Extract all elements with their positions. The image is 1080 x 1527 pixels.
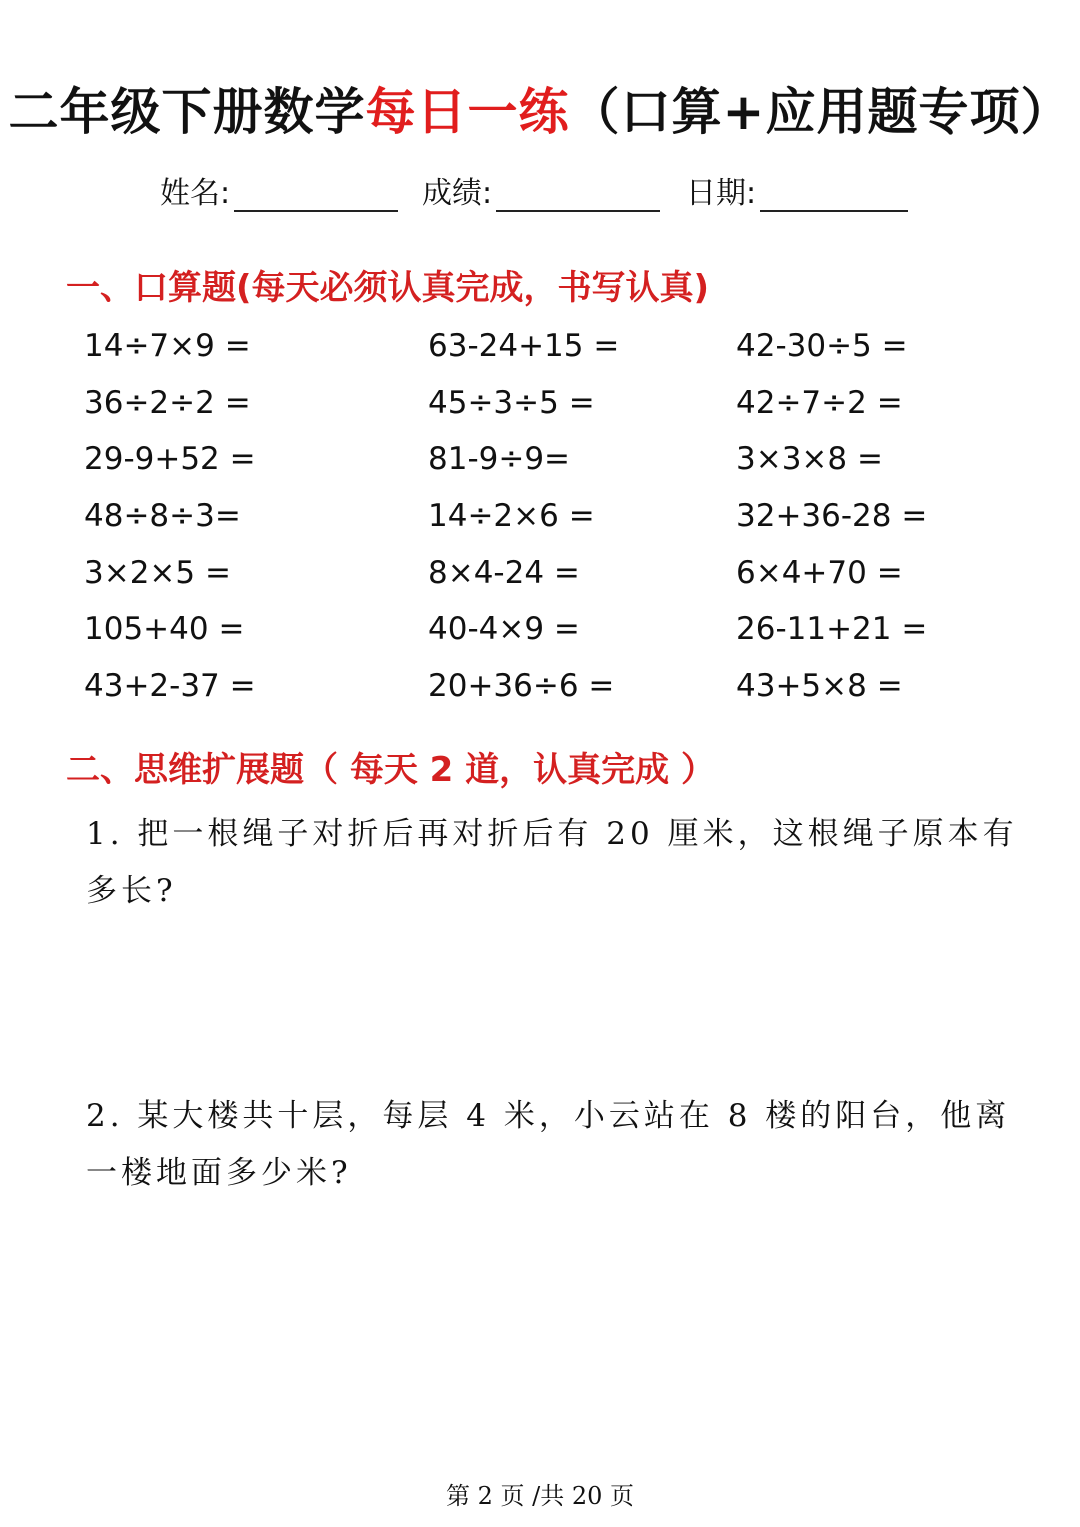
math-problem: 105+40 = xyxy=(84,611,245,648)
date-label: 日期: xyxy=(686,176,757,211)
math-problem: 43+5×8 = xyxy=(736,668,903,705)
math-problem: 26-11+21 = xyxy=(736,611,928,648)
name-blank-line[interactable] xyxy=(234,176,398,212)
math-problem: 32+36-28 = xyxy=(736,498,928,535)
title-part-1: 二年级下册数学 xyxy=(8,83,366,141)
math-problem: 14÷7×9 = xyxy=(84,328,251,364)
math-row xyxy=(84,385,984,442)
math-row xyxy=(84,441,984,498)
date-blank-line[interactable] xyxy=(760,176,908,212)
score-field[interactable] xyxy=(422,168,660,212)
math-problem: 29-9+52 = xyxy=(84,441,256,478)
math-problem: 63-24+15 = xyxy=(428,328,620,364)
word-problem-1: 1. 把一根绳子对折后再对折后有 20 厘米，这根绳子原本有多长? xyxy=(86,816,1018,909)
math-problem: 36÷2÷2 = xyxy=(84,384,251,421)
math-problem: 43+2-37 = xyxy=(84,668,256,705)
math-row xyxy=(84,328,984,385)
math-problem: 48÷8÷3= xyxy=(84,498,241,535)
math-problem: 42-30÷5 = xyxy=(736,328,908,364)
math-problem: 6×4+70 = xyxy=(736,554,903,591)
math-problem: 45÷3÷5 = xyxy=(428,384,595,421)
page-title xyxy=(0,72,1080,144)
word-problem-2: 2. 某大楼共十层，每层 4 米，小云站在 8 楼的阳台，他离一楼地面多少米? xyxy=(86,1098,1011,1191)
math-row xyxy=(84,498,984,555)
math-problem: 20+36÷6 = xyxy=(428,668,615,705)
section-2-heading: 二、思维扩展题（ 每天 2 道，认真完成 ） xyxy=(66,750,716,790)
mental-math-grid xyxy=(84,328,984,725)
title-part-3: （口算+应用题专项） xyxy=(569,83,1072,141)
date-field[interactable] xyxy=(686,168,908,212)
name-label: 姓名: xyxy=(160,176,231,211)
math-row xyxy=(84,555,984,612)
math-row xyxy=(84,668,984,725)
score-label: 成绩: xyxy=(422,176,493,211)
student-info-fields xyxy=(160,168,940,212)
math-problem: 42÷7÷2 = xyxy=(736,384,903,421)
math-problem: 8×4-24 = xyxy=(428,554,580,591)
math-problem: 3×2×5 = xyxy=(84,554,231,591)
math-problem: 81-9÷9= xyxy=(428,441,571,478)
page-footer: 第 2 页 /共 20 页 xyxy=(445,1482,635,1510)
math-row xyxy=(84,611,984,668)
math-problem: 14÷2×6 = xyxy=(428,498,595,535)
score-blank-line[interactable] xyxy=(496,176,660,212)
title-highlight: 每日一练 xyxy=(365,83,570,141)
math-problem: 3×3×8 = xyxy=(736,441,883,478)
section-1-heading: 一、口算题(每天必须认真完成，书写认真) xyxy=(66,268,710,308)
name-field[interactable] xyxy=(160,168,398,212)
math-problem: 40-4×9 = xyxy=(428,611,580,648)
